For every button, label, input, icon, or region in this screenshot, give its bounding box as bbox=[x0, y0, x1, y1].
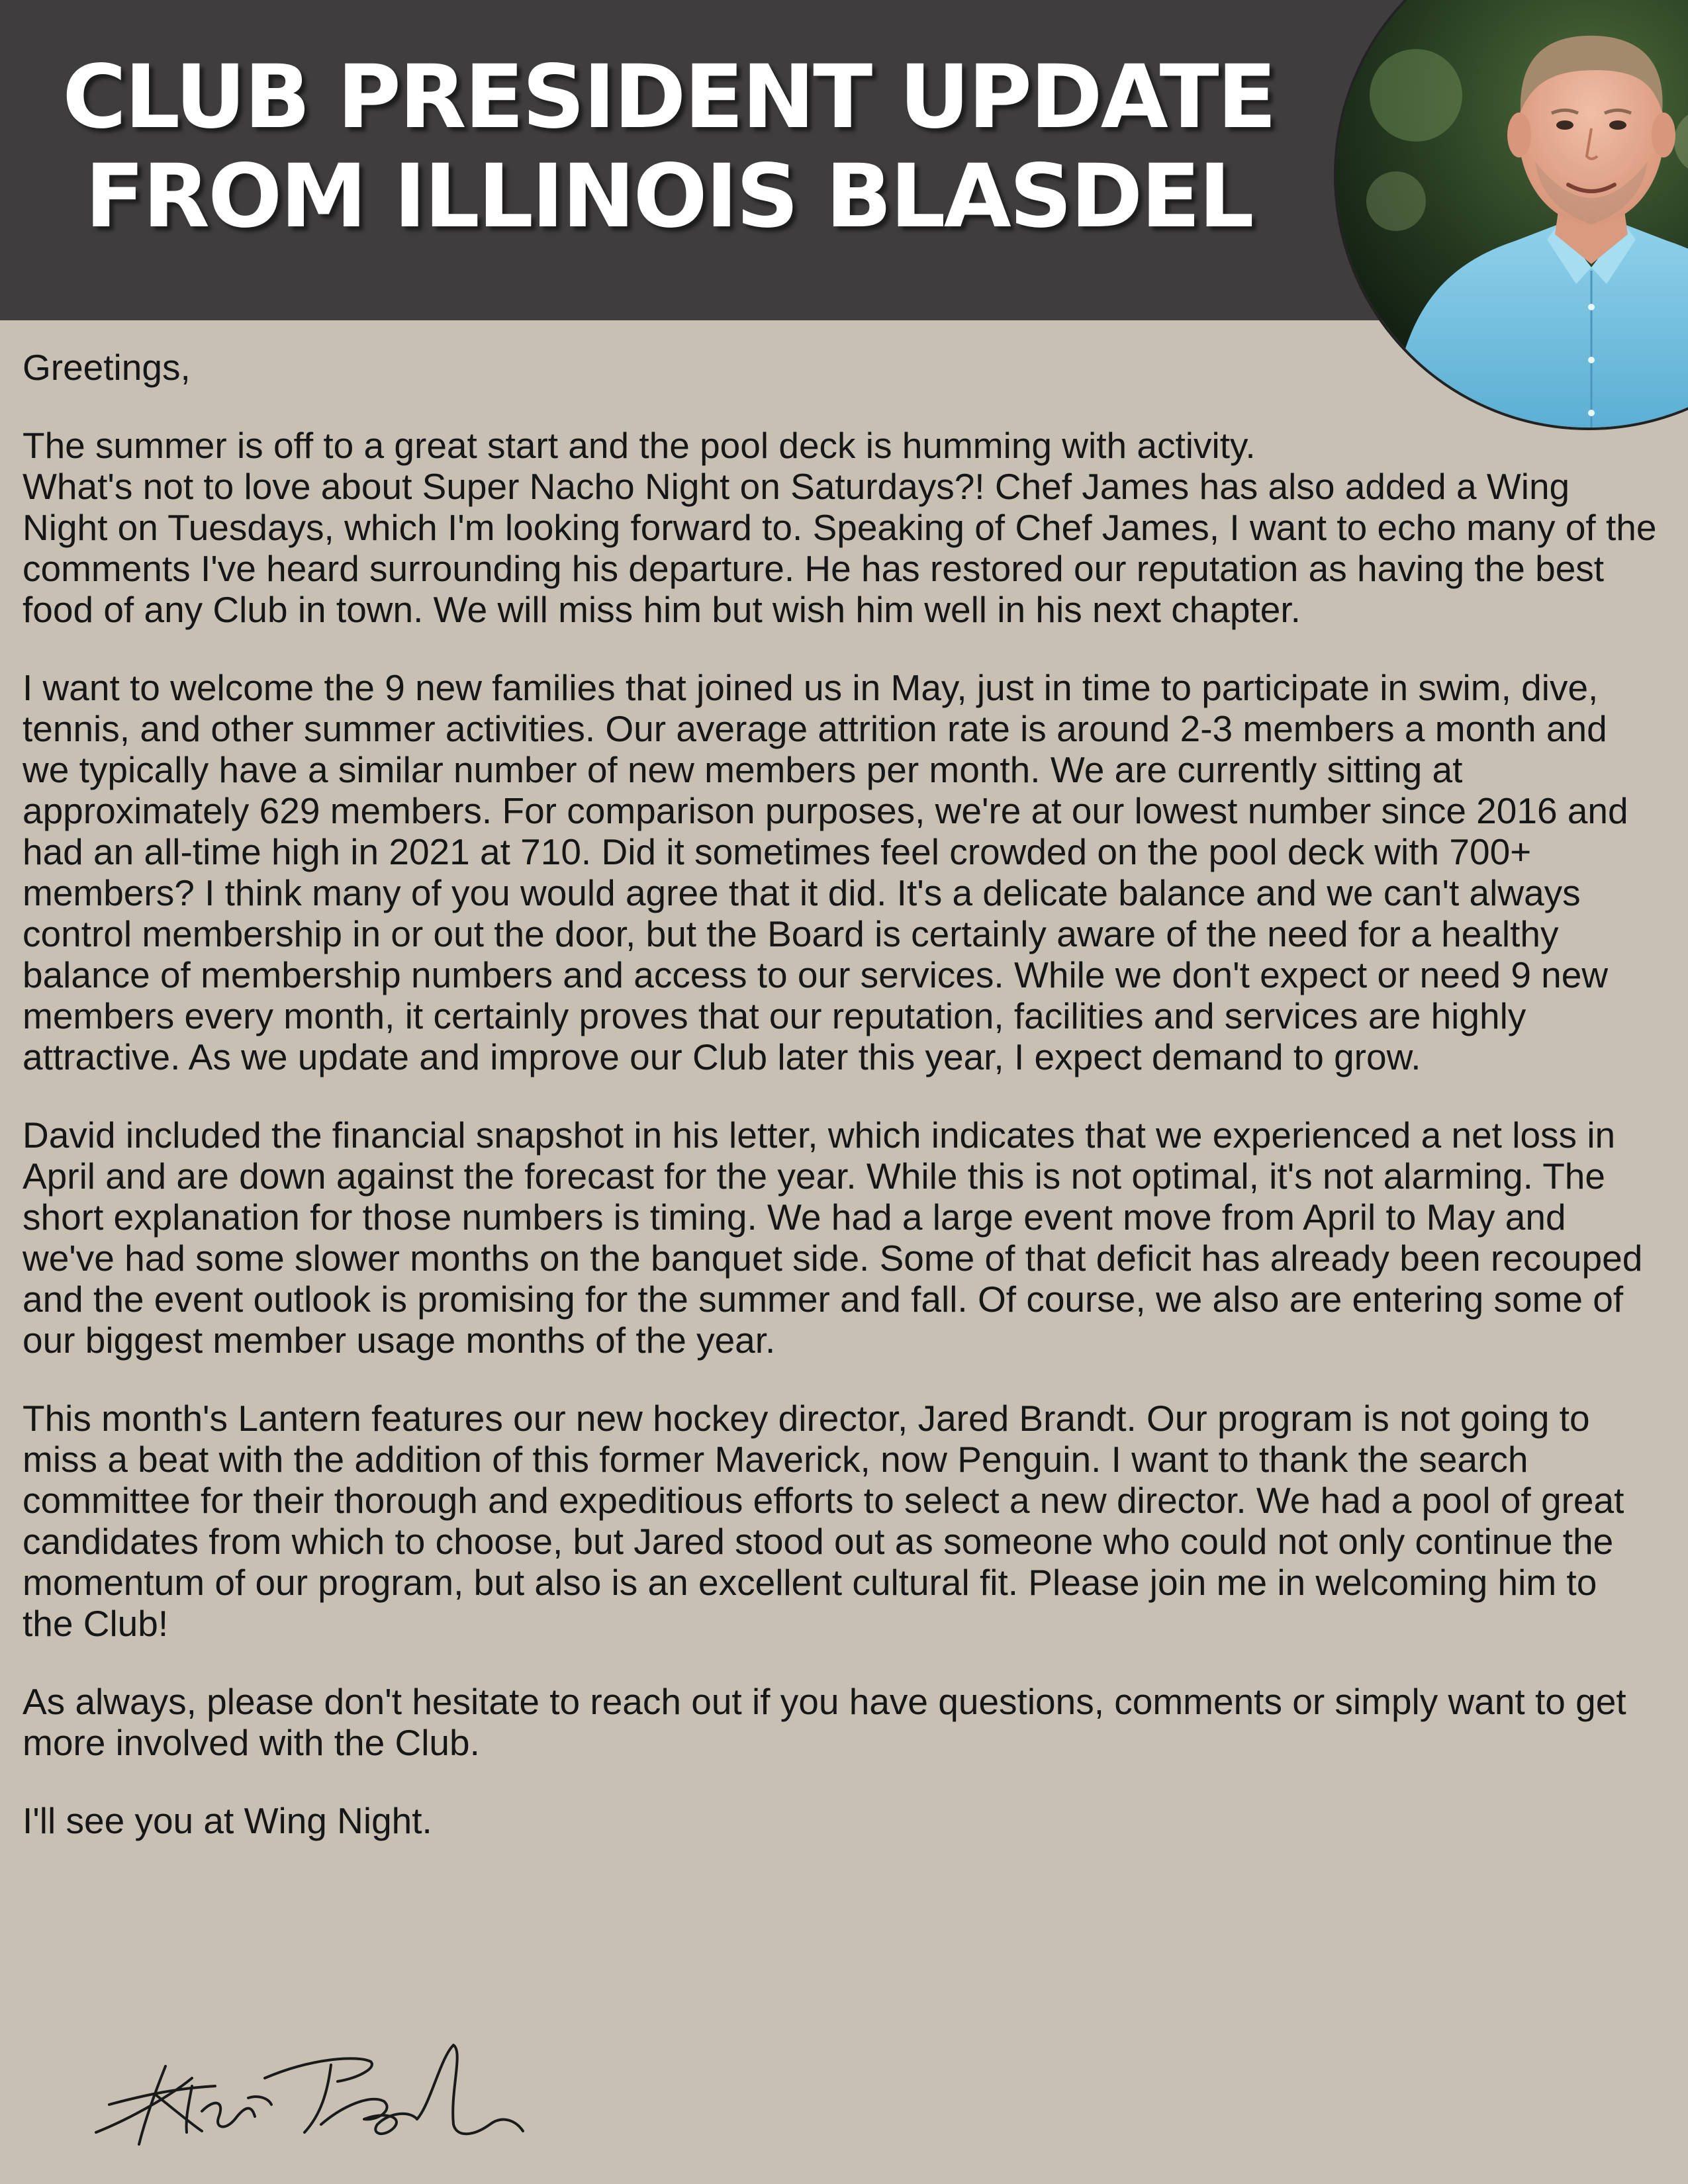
page-title bbox=[0, 48, 1337, 246]
letter-paragraph-3: David included the financial snapshot in his letter, which indicates that we experienced a net loss in April and are down against the forecast for the year. While this is not optimal, it's not alarming. The short explanation for those numbers is timing. We had a large event move from April to May and we've had some slower months on the banquet side. Some of that deficit has already been recouped and the event outlook is promising for the summer and fall. Of course, we also are entering some of our biggest member usage months of the year. bbox=[23, 1115, 1643, 1361]
letter-paragraph-5: As always, please don't hesitate to reach out if you have questions, comments or simply want to get more involved with the Club. bbox=[23, 1681, 1626, 1763]
letter-greeting: Greetings, bbox=[23, 347, 191, 388]
letter-paragraph-4: This month's Lantern features our new hockey director, Jared Brandt. Our program is not going to miss a beat with the addition of this former Maverick, now Penguin. I want to thank the search committee for their thorough and expeditious efforts to select a new director. We had a pool of great candidates from which to choose, but Jared stood out as someone who could not only continue the momentum of our program, but also is an excellent cultural fit. Please join me in welcoming him to the Club! bbox=[23, 1398, 1624, 1644]
page-title-line-2: FROM ILLINOIS BLASDEL bbox=[85, 146, 1252, 248]
letter-paragraph-2: I want to welcome the 9 new families that joined us in May, just in time to participate in swim, dive, tennis, and other summer activities. Our average attrition rate is around 2-3 members a month and we typically have a similar number of new members per month. We are currently sitting at approximately 629 members. For comparison purposes, we're at our lowest number since 2016 and had an all-time high in 2021 at 710. Did it sometimes feel crowded on the pool deck with 700+ members? I think many of you would agree that it did. It's a delicate balance and we can't always control membership in or out the door, but the Board is certainly aware of the need for a healthy balance of membership numbers and access to our services. While we don't expect or need 9 new members every month, it certainly proves that our reputation, facilities and services are highly attractive. As we update and improve our Club later this year, I expect demand to grow. bbox=[23, 667, 1628, 1077]
handwritten-signature bbox=[93, 2032, 530, 2158]
letter-closing: I'll see you at Wing Night. bbox=[23, 1800, 432, 1841]
letter-paragraph-1-line-1: The summer is off to a great start and the pool deck is humming with activity. bbox=[23, 425, 1256, 466]
letter-paragraph-1 bbox=[23, 425, 1658, 630]
letter-body bbox=[23, 347, 1658, 1878]
page-title-line-1: CLUB PRESIDENT UPDATE bbox=[62, 46, 1275, 148]
letter-paragraph-1-rest: What's not to love about Super Nacho Night on Saturdays?! Chef James has also added a Wing Night on Tuesdays, which I'm looking forward to. Speaking of Chef James, I want to echo many of the comments I've heard surrounding his departure. He has restored our reputation as having the best food of any Club in town. We will miss him but wish him well in his next chapter. bbox=[23, 466, 1657, 630]
